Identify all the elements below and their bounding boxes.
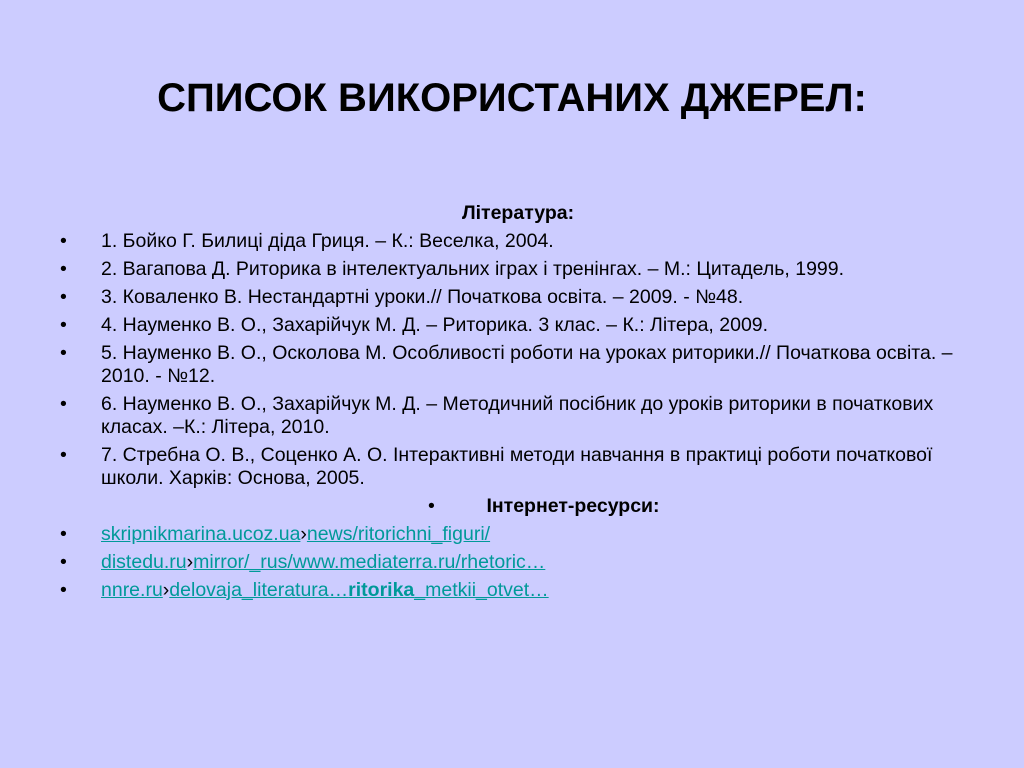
- literature-item-1: [58, 230, 978, 253]
- internet-link-item-2: [58, 551, 978, 574]
- link-path-highlight: ritorika: [348, 579, 415, 601]
- literature-item-text: 4. Науменко В. О., Захарійчук М. Д. – Риторика. 3 клас. – К.: Літера, 2009.: [101, 314, 769, 336]
- link-path[interactable]: [169, 579, 548, 601]
- bullet-icon: •: [60, 230, 67, 252]
- breadcrumb-separator: ›: [162, 579, 170, 601]
- literature-item-5: [58, 342, 978, 388]
- bullet-icon: •: [60, 393, 67, 415]
- link-domain[interactable]: nnre.ru: [101, 579, 163, 601]
- bullet-icon: •: [60, 258, 67, 280]
- internet-heading-row: [58, 495, 978, 518]
- bullet-icon: •: [60, 551, 67, 573]
- literature-item-text: 3. Коваленко В. Нестандартні уроки.// Початкова освіта. – 2009. - №48.: [101, 286, 744, 308]
- breadcrumb-separator: ›: [300, 523, 307, 545]
- link-domain[interactable]: skripnikmarina.ucoz.ua: [101, 523, 301, 545]
- bullet-icon: •: [60, 444, 67, 466]
- literature-item-text: 6. Науменко В. О., Захарійчук М. Д. – Методичний посібник до уроків риторики в початкових класах. –К.: Літера, 2010.: [101, 393, 934, 438]
- literature-item-7: [58, 444, 978, 490]
- link-path-pre: delovaja_literatura…: [169, 579, 349, 601]
- bullet-icon: •: [60, 523, 67, 545]
- sources-list: [58, 202, 978, 607]
- literature-item-text: 5. Науменко В. О., Осколова М. Особливості роботи на уроках риторики.// Початкова освіта. – 2010. - №12.: [101, 342, 953, 387]
- literature-item-3: [58, 286, 978, 309]
- bullet-icon: •: [60, 314, 67, 336]
- link-path[interactable]: news/ritorichni_figuri/: [306, 523, 491, 545]
- internet-heading: Інтернет-ресурси:: [486, 495, 660, 517]
- link-path-post: _metkii_otvet…: [414, 579, 549, 601]
- bullet-icon: •: [60, 286, 67, 308]
- bullet-icon: •: [428, 495, 435, 517]
- bullet-icon: •: [60, 342, 67, 364]
- link-domain[interactable]: distedu.ru: [101, 551, 187, 573]
- literature-item-6: [58, 393, 978, 439]
- literature-item-text: 1. Бойко Г. Билиці діда Гриця. – К.: Веселка, 2004.: [101, 230, 554, 252]
- bullet-icon: •: [60, 579, 67, 601]
- internet-link-item-3: [58, 579, 978, 602]
- literature-item-text: 2. Вагапова Д. Риторика в інтелектуальних іграх і тренінгах. – М.: Цитадель, 1999.: [101, 258, 845, 280]
- literature-item-text: 7. Стребна О. В., Соценко А. О. Інтерактивні методи навчання в практиці роботи початкової школи. Харків: Основа, 2005.: [101, 444, 933, 489]
- internet-link-item-1: [58, 523, 978, 546]
- breadcrumb-separator: ›: [186, 551, 194, 573]
- link-path[interactable]: mirror/_rus/www.mediaterra.ru/rhetoric…: [193, 551, 546, 573]
- literature-heading: Література:: [461, 202, 575, 224]
- slide-title: СПИСОК ВИКОРИСТАНИХ ДЖЕРЕЛ:: [157, 76, 867, 120]
- literature-item-2: [58, 258, 978, 281]
- literature-item-4: [58, 314, 978, 337]
